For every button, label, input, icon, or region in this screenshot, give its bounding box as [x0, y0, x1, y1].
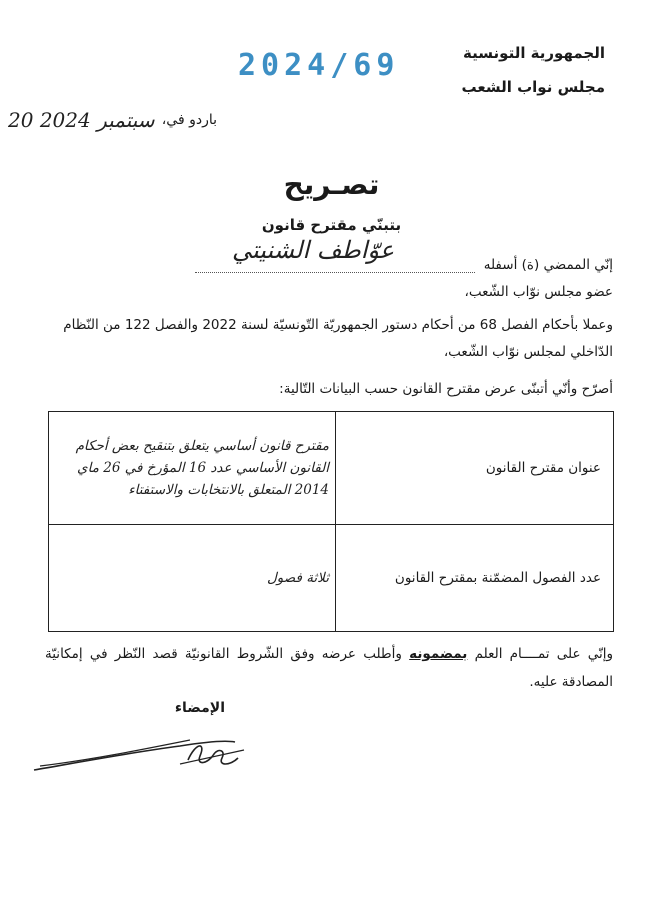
date-place-label: باردو في،: [161, 112, 217, 128]
bill-details-table: [48, 411, 614, 632]
handwritten-declarant-name: عوّاطف الشنيتي: [232, 236, 395, 264]
parliament-header: مجلس نواب الشعب: [461, 78, 605, 96]
handwritten-date: 20 سبتمبر 2024: [8, 108, 155, 132]
document-subtitle: بتبنّي مقترح قانون: [261, 216, 402, 234]
declarant-prefix: إنّي الممضي (ة) أسفله: [483, 257, 613, 273]
table-row: [49, 412, 614, 525]
declarant-role: عضو مجلس نوّاب الشّعب،: [464, 284, 613, 300]
closing-after: وأطلب عرضه وفق الشّروط القانونيّة قصد النّظر في إمكانيّة المصادقة عليه.: [45, 646, 613, 690]
handwritten-signature: [30, 720, 260, 780]
legal-basis-paragraph: وعملا بأحكام الفصل 68 من أحكام دستور الجمهوريّة التّونسيّة لسنة 2022 والفصل 122 من النّظام الدّاخلي لمجلس نوّاب الشّعب،: [63, 317, 613, 360]
article-count-value: ثلاثة فصول: [49, 525, 336, 632]
bill-title-label: عنوان مقترح القانون: [336, 412, 614, 525]
table-row: [49, 525, 614, 632]
declaration-statement: أصرّح وأنّي أتبنّى عرض مقترح القانون حسب البيانات التّالية:: [279, 381, 613, 397]
closing-paragraph: [45, 640, 613, 696]
registration-stamp-number: 2024/69: [238, 48, 400, 83]
signature-label: الإمضاء: [174, 700, 225, 716]
article-count-label: عدد الفصول المضمّنة بمقترح القانون: [336, 525, 614, 632]
republic-header: الجمهورية التونسية: [463, 44, 605, 62]
closing-emphasis: بمضمونه: [409, 646, 468, 662]
document-title: تصـريح: [283, 168, 380, 201]
closing-before: وإنّي على تمــــام العلم: [474, 646, 614, 662]
bill-title-value: مقترح قانون أساسي يتعلق بتنقيح بعض أحكام القانون الأساسي عدد 16 المؤرخ في 26 ماي 2014 المتعلق بالانتخابات والاستفتاء: [49, 412, 336, 525]
